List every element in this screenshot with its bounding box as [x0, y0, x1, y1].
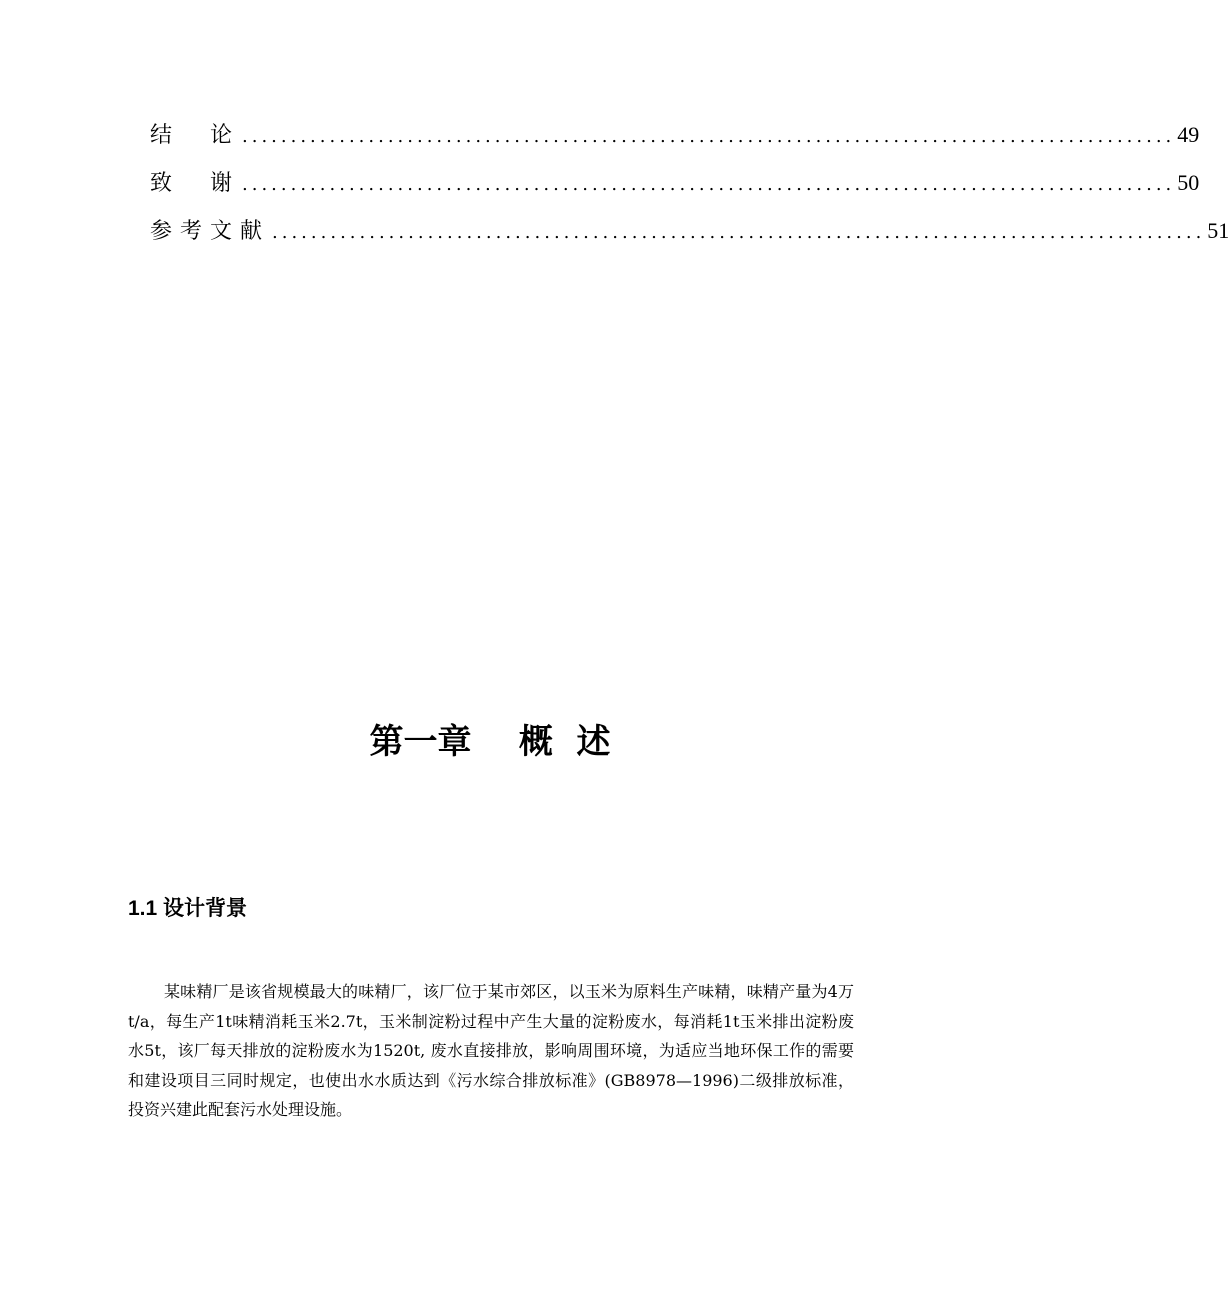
section-heading: [128, 892, 247, 922]
toc-entry-label: 结 论: [150, 123, 240, 148]
table-of-contents: [150, 118, 1229, 262]
toc-entry-page: 51: [1207, 218, 1229, 243]
toc-leader-dots: ................................................................................................: [272, 222, 1206, 243]
toc-entry-page: 49: [1177, 122, 1200, 147]
toc-entry-label: 参考文献: [150, 219, 271, 244]
toc-entry-label: 致 谢: [150, 171, 240, 196]
toc-entry-references[interactable]: [150, 214, 1229, 262]
toc-leader-dots: ................................................................................................: [242, 126, 1176, 147]
section-title: 设计背景: [163, 896, 248, 920]
toc-entry-page: 50: [1177, 170, 1200, 195]
toc-entry-acknowledgements[interactable]: [150, 166, 1200, 214]
toc-entry-conclusion[interactable]: [150, 118, 1200, 166]
toc-leader-dots: ................................................................................................: [242, 174, 1176, 195]
section-number: 1.1: [128, 897, 158, 920]
body-paragraph: 某味精厂是该省规模最大的味精厂，该厂位于某市郊区，以玉米为原料生产味精，味精产量为4万t/a，每生产1t味精消耗玉米2.7t，玉米制淀粉过程中产生大量的淀粉废水，每消耗1t玉米排出淀粉废水5t，该厂每天排放的淀粉废水为1520t, 废水直接排放，影响周围环境，为适应当地环保工作的需要和建设项目三同时规定，也使出水水质达到《污水综合排放标准》(GB8978—1996)二级排放标准，投资兴建此配套污水处理设施。: [128, 982, 854, 1119]
chapter-title: 第一章 概 述: [369, 722, 611, 762]
